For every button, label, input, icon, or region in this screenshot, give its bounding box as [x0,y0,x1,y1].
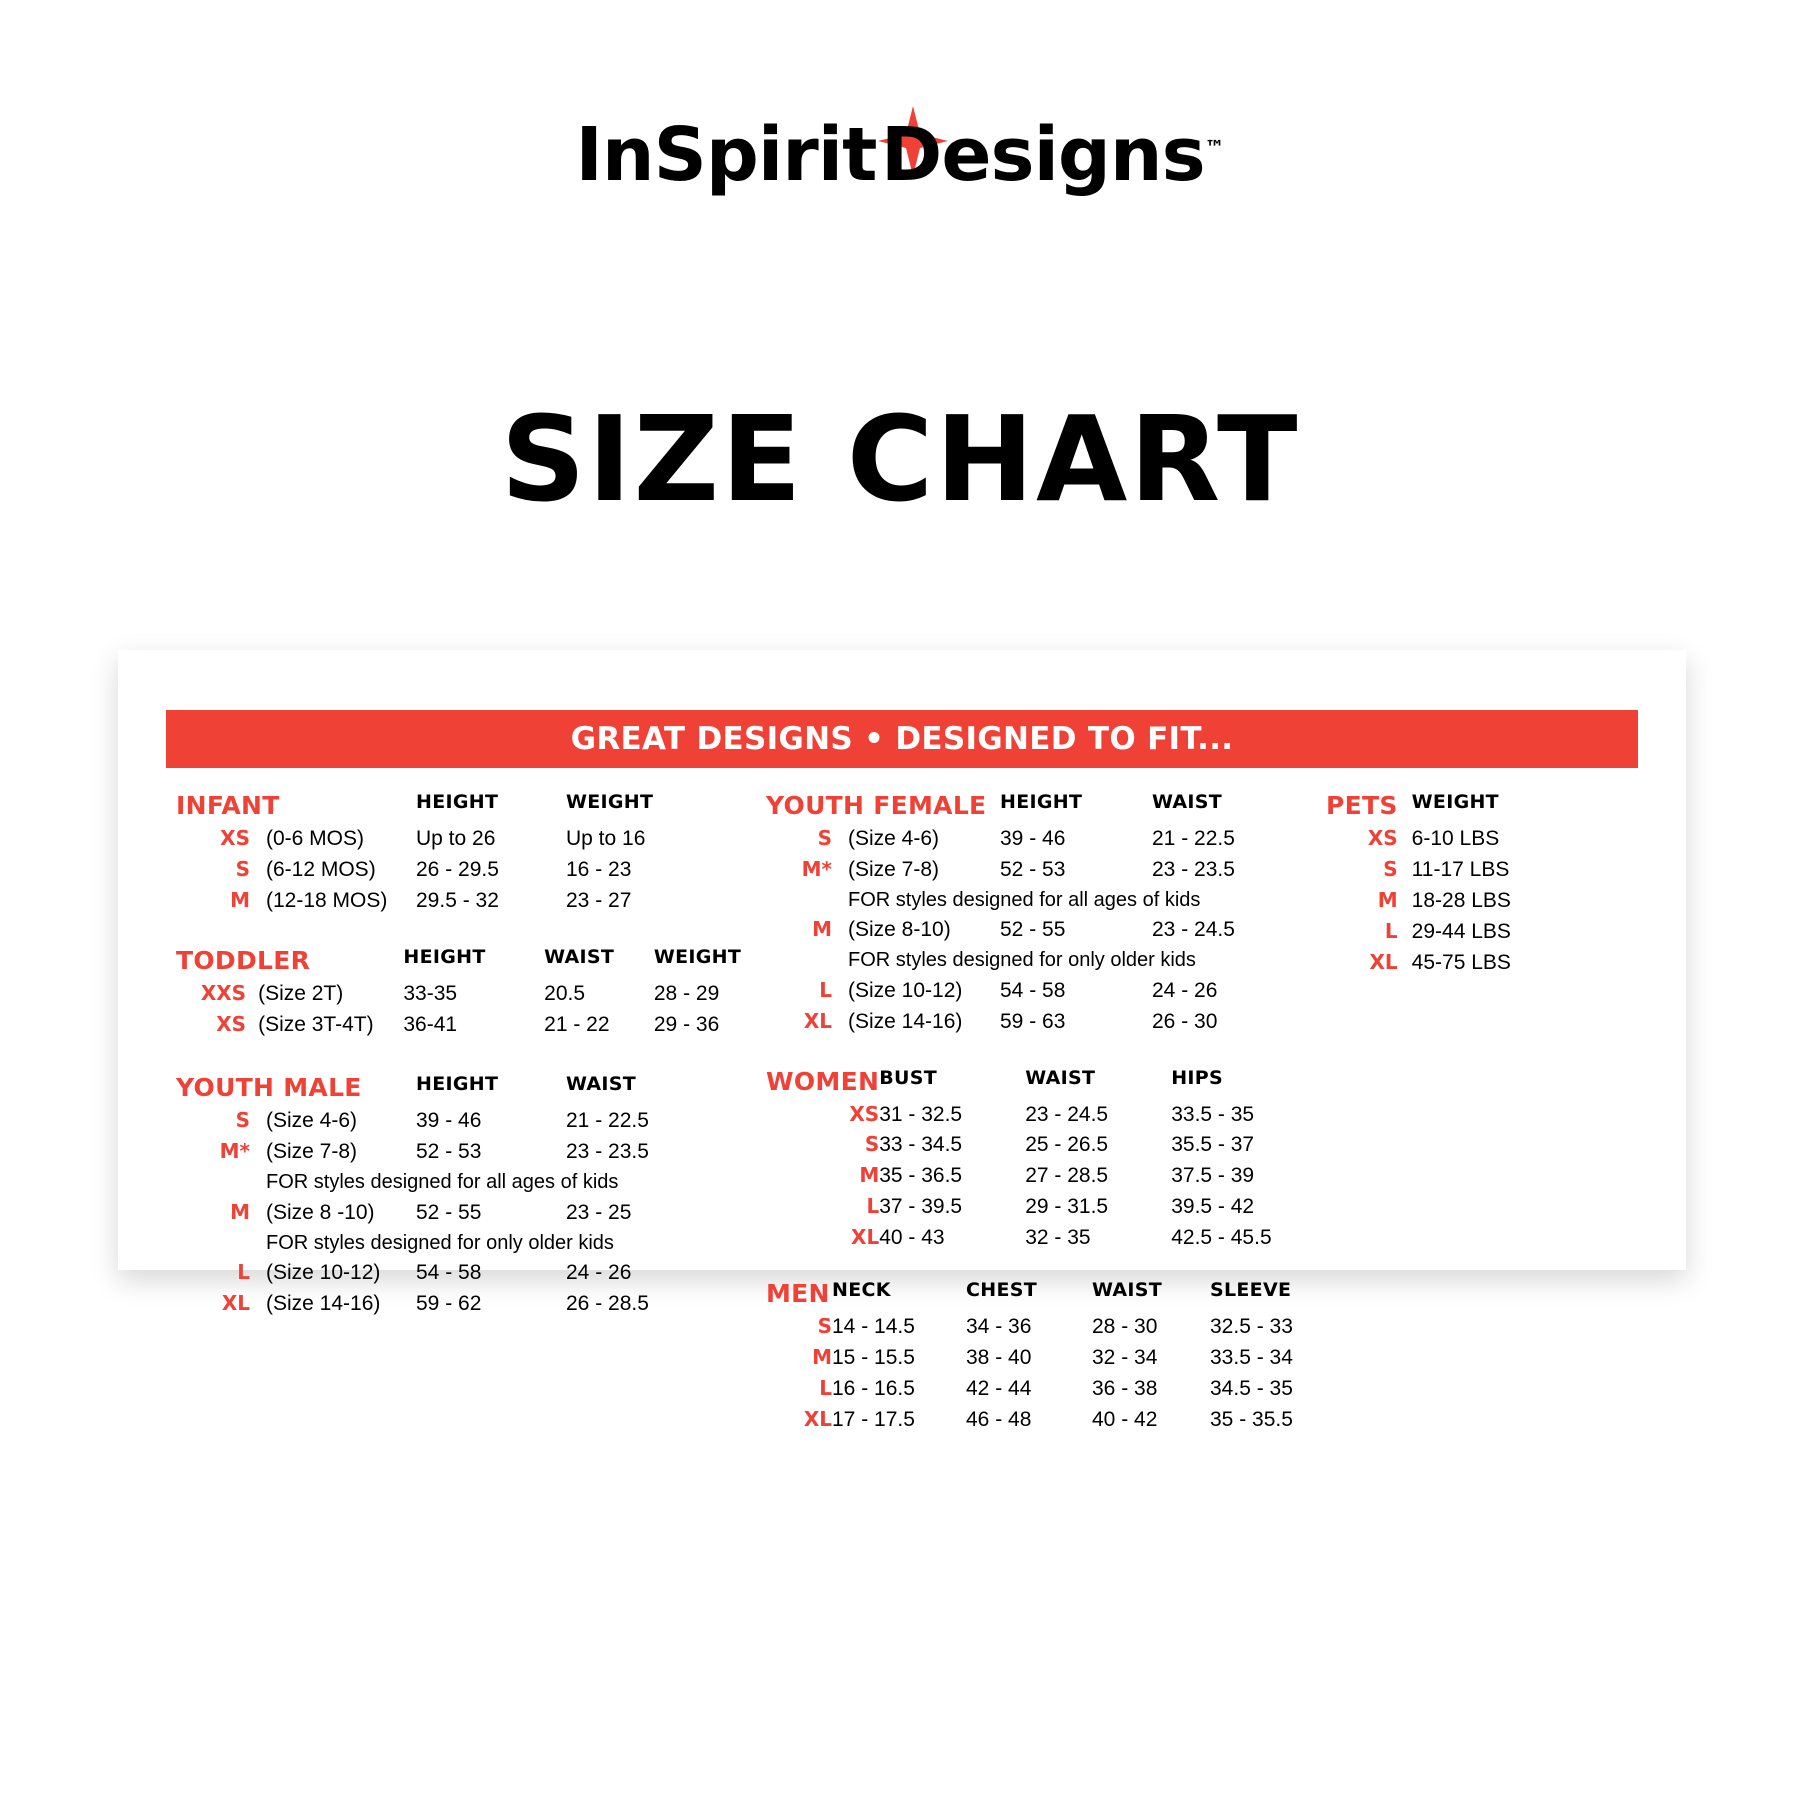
row-bust: 33 - 34.5 [879,1133,963,1157]
row-size: S [235,856,250,881]
group-women [766,1064,1326,1254]
table-row [176,979,766,1010]
row-age: (Size 10-12) [848,978,963,1002]
row-neck: 14 - 14.5 [832,1314,915,1338]
table-row [1326,886,1511,917]
table-header-row [176,1070,682,1106]
row-hips: 35.5 - 37 [1171,1133,1255,1157]
row-waist: 32 - 34 [1092,1345,1158,1369]
row-height: 52 - 53 [1000,857,1066,881]
infant-col-height: HEIGHT [416,791,499,813]
table-row [176,1106,682,1137]
row-hips: 37.5 - 39 [1171,1164,1255,1188]
row-height: Up to 26 [416,827,496,850]
row-size: XL [221,1291,250,1316]
row-waist: 24 - 26 [566,1261,632,1285]
table-row [176,1198,682,1229]
men-col-waist: WAIST [1092,1278,1163,1301]
row-age: (Size 4-6) [266,1109,358,1133]
row-age: (Size 8-10) [848,918,951,942]
table-row [176,1258,682,1289]
table-row [176,886,682,917]
table-note-row [176,1168,682,1198]
row-weight: 18-28 LBS [1411,888,1511,912]
table-row [766,1312,1293,1343]
size-chart-card [118,650,1686,1431]
row-bust: 31 - 32.5 [879,1102,963,1126]
row-waist: 23 - 24.5 [1152,918,1235,942]
row-age: (Size 14-16) [848,1009,963,1033]
brand-name-line1-text: InSpirit [575,112,877,198]
row-size: L [237,1260,250,1285]
row-note: FOR styles designed for all ages of kids [266,1171,619,1194]
row-age: (Size 2T) [258,981,344,1005]
table-header-row [766,788,1280,824]
row-size: M [1377,887,1398,912]
group-title-youth-male: YOUTH MALE [176,1073,362,1103]
row-height: 54 - 58 [416,1261,482,1285]
group-title-pets: PETS [1326,791,1398,820]
row-weight: 29 - 36 [653,1012,720,1036]
pets-col-weight: WEIGHT [1411,791,1499,813]
toddler-col-waist: WAIST [544,945,615,968]
row-height: 59 - 63 [1000,1009,1066,1033]
row-waist: 23 - 23.5 [566,1140,649,1164]
row-weight: 28 - 29 [653,981,720,1005]
row-chest: 46 - 48 [966,1407,1032,1431]
row-weight: 45-75 LBS [1411,950,1511,974]
row-height: 52 - 55 [416,1200,482,1224]
row-size: M [230,887,250,912]
row-weight: 6-10 LBS [1411,827,1500,850]
row-age: (12-18 MOS) [266,888,388,912]
table-row [766,855,1280,886]
row-weight: 11-17 LBS [1411,857,1510,881]
row-height: 52 - 55 [1000,918,1066,942]
row-size: L [819,977,832,1002]
table-row [766,1223,1272,1254]
table-note-row [766,886,1280,916]
row-waist: 27 - 28.5 [1025,1164,1109,1188]
row-waist: 24 - 26 [1152,978,1218,1002]
row-size: L [866,1194,880,1219]
table-header-row [766,1064,1272,1100]
row-note: FOR styles designed for only older kids [266,1231,614,1254]
row-height: 36-41 [403,1012,458,1036]
column-middle [766,788,1326,1435]
row-age: (Size 3T-4T) [258,1012,374,1036]
row-age: (Size 8 -10) [266,1200,375,1224]
row-sleeve: 32.5 - 33 [1210,1314,1293,1338]
ym-col-height: HEIGHT [416,1073,499,1096]
row-neck: 15 - 15.5 [832,1345,915,1369]
table-row [1326,917,1511,948]
toddler-table [176,943,766,1041]
row-height: 59 - 62 [416,1292,482,1316]
men-col-sleeve: SLEEVE [1210,1278,1292,1301]
row-bust: 35 - 36.5 [879,1164,963,1188]
row-waist: 23 - 25 [566,1200,632,1224]
table-row [176,824,682,855]
table-note-row [766,946,1280,976]
group-title-men: MEN [766,1278,830,1308]
row-size: M* [801,856,832,881]
group-title-youth-female: YOUTH FEMALE [766,791,987,820]
row-height: 39 - 46 [1000,827,1066,850]
row-chest: 38 - 40 [966,1345,1032,1369]
row-height: 39 - 46 [416,1109,482,1133]
row-waist: 40 - 42 [1092,1407,1158,1431]
table-row [176,1010,766,1041]
group-infant [176,788,766,917]
row-waist: 28 - 30 [1092,1314,1158,1338]
row-height: 29.5 - 32 [416,888,499,912]
brand-name-line1 [575,112,877,198]
table-row [766,1405,1293,1436]
row-waist: 21 - 22.5 [566,1109,649,1133]
row-neck: 17 - 17.5 [832,1407,915,1431]
table-row [766,1130,1272,1161]
group-title-women: WOMEN [766,1066,880,1096]
women-col-waist: WAIST [1025,1066,1096,1089]
row-size: XL [803,1008,832,1033]
row-hips: 39.5 - 42 [1171,1195,1255,1219]
row-age: (Size 4-6) [848,827,940,850]
men-col-neck: NECK [832,1278,891,1301]
table-row [1326,824,1511,855]
row-size: S [864,1132,880,1157]
row-size: M [812,917,832,942]
row-waist: 36 - 38 [1092,1376,1158,1400]
table-row [766,976,1280,1007]
yf-col-waist: WAIST [1152,791,1223,813]
row-waist: 26 - 28.5 [566,1292,649,1316]
youth-female-table [766,788,1280,1038]
column-right [1326,788,1626,978]
row-size: XS [1367,826,1398,850]
table-row [1326,855,1511,886]
row-size: M* [219,1139,250,1164]
column-left [176,788,766,1320]
group-pets [1326,788,1626,978]
table-row [766,1007,1280,1038]
women-col-hips: HIPS [1171,1066,1223,1089]
table-row [176,855,682,886]
row-sleeve: 33.5 - 34 [1210,1345,1293,1369]
row-size: L [819,1375,832,1400]
ym-col-waist: WAIST [566,1073,637,1096]
row-size: S [235,1108,250,1133]
men-col-chest: CHEST [966,1278,1037,1301]
row-weight: 23 - 27 [566,888,632,912]
brand-name-line2-text: Designs [880,112,1205,198]
table-row [766,1161,1272,1192]
row-waist: 23 - 23.5 [1152,857,1235,881]
yf-col-height: HEIGHT [1000,791,1083,813]
row-height: 33-35 [403,981,458,1005]
table-row [766,824,1280,855]
table-note-row [176,1229,682,1259]
table-header-row [766,1276,1293,1312]
row-size: S [1383,856,1398,881]
infant-col-weight: WEIGHT [566,791,654,813]
group-youth-male [176,1070,766,1320]
row-weight: 29-44 LBS [1411,919,1511,943]
row-size: XS [216,1011,247,1036]
chart-banner: GREAT DESIGNS • DESIGNED TO FIT... [166,710,1638,768]
row-waist: 21 - 22 [544,1012,610,1036]
row-waist: 29 - 31.5 [1025,1195,1109,1219]
trademark-mark: ™ [1204,135,1225,160]
toddler-col-weight: WEIGHT [653,945,742,968]
row-size: M [812,1344,832,1369]
table-header-row [1326,788,1511,824]
toddler-col-height: HEIGHT [403,945,486,968]
row-age: (6-12 MOS) [266,857,376,881]
group-men [766,1276,1326,1436]
infant-table [176,788,682,917]
row-sleeve: 34.5 - 35 [1210,1376,1293,1400]
row-size: M [859,1163,880,1188]
row-note: FOR styles designed for all ages of kids [848,888,1201,911]
row-bust: 37 - 39.5 [879,1195,963,1219]
group-title-toddler: TODDLER [176,945,311,975]
brand-logo [0,112,1800,198]
men-table [766,1276,1293,1436]
row-size: XS [220,826,250,850]
row-size: XS [849,1101,880,1126]
row-waist: 25 - 26.5 [1025,1133,1109,1157]
pets-table [1326,788,1511,978]
row-weight: Up to 16 [566,827,646,850]
women-col-bust: BUST [879,1066,937,1089]
row-bust: 40 - 43 [879,1226,945,1250]
row-hips: 33.5 - 35 [1171,1102,1255,1126]
table-row [1326,948,1511,979]
women-table [766,1064,1272,1254]
row-height: 54 - 58 [1000,978,1066,1002]
group-toddler [176,943,766,1041]
table-row [766,1374,1293,1405]
row-waist: 26 - 30 [1152,1009,1218,1033]
group-youth-female [766,788,1326,1038]
row-age: (Size 10-12) [266,1261,381,1285]
row-hips: 42.5 - 45.5 [1171,1226,1272,1250]
row-waist: 32 - 35 [1025,1226,1091,1250]
table-row [766,1192,1272,1223]
row-age: (Size 14-16) [266,1292,381,1316]
row-age: (Size 7-8) [266,1140,358,1164]
row-note: FOR styles designed for only older kids [848,949,1196,972]
row-height: 26 - 29.5 [416,857,499,881]
row-size: XXS [200,980,247,1005]
table-row [176,1137,682,1168]
row-size: S [817,826,832,850]
row-size: S [817,1313,832,1338]
row-sleeve: 35 - 35.5 [1210,1407,1293,1431]
table-row [176,1289,682,1320]
row-size: L [1384,918,1398,943]
group-title-infant: INFANT [176,791,280,820]
row-height: 52 - 53 [416,1140,482,1164]
row-chest: 42 - 44 [966,1376,1032,1400]
row-size: XL [803,1406,832,1431]
row-waist: 20.5 [544,981,586,1005]
row-waist: 23 - 24.5 [1025,1102,1109,1126]
row-neck: 16 - 16.5 [832,1376,915,1400]
row-size: M [230,1199,250,1224]
row-weight: 16 - 23 [566,857,632,881]
row-size: XL [1369,949,1398,974]
row-age: (Size 7-8) [848,857,940,881]
row-chest: 34 - 36 [966,1314,1032,1338]
row-age: (0-6 MOS) [266,827,365,850]
table-header-row [176,788,682,824]
page-title: SIZE CHART [500,390,1300,528]
table-header-row [176,943,766,979]
table-row [766,915,1280,946]
row-waist: 21 - 22.5 [1152,827,1235,850]
brand-name-line2 [880,112,1225,198]
table-row [766,1343,1293,1374]
row-size: XL [851,1225,880,1250]
table-row [766,1100,1272,1131]
youth-male-table [176,1070,682,1320]
